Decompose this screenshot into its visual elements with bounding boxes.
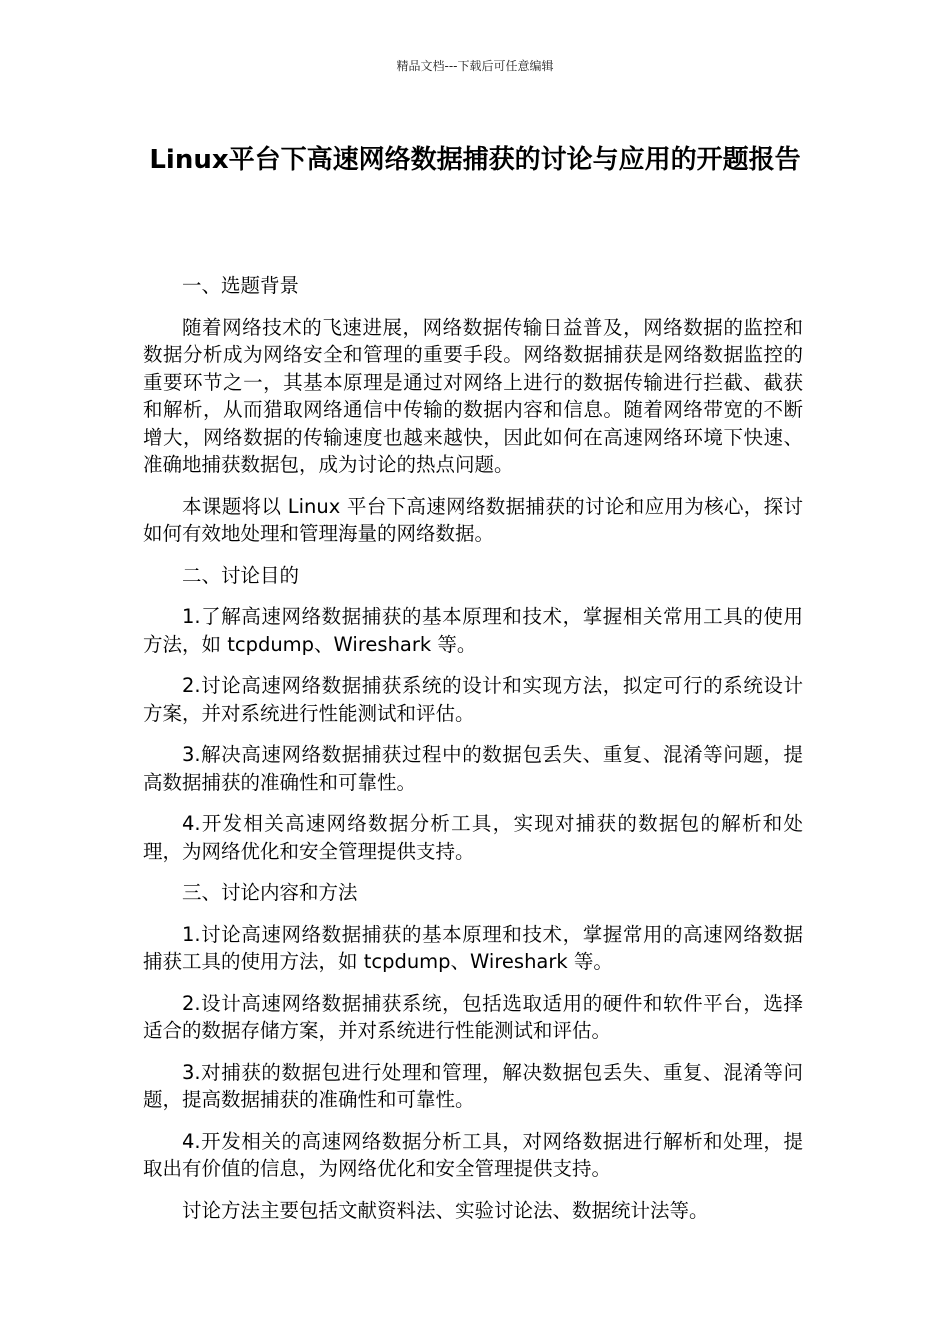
purpose-item-1: 1.了解高速网络数据捕获的基本原理和技术，掌握相关常用工具的使用方法，如 tcpdump、Wireshark 等。 [143, 605, 803, 656]
document-body [143, 272, 803, 1238]
section-heading-background: 一、选题背景 [182, 274, 300, 297]
section-heading-purpose: 二、讨论目的 [182, 563, 300, 587]
paragraph-methods: 讨论方法主要包括文献资料法、实验讨论法、数据统计法等。 [182, 1198, 709, 1222]
purpose-item-4: 4.开发相关高速网络数据分析工具，实现对捕获的数据包的解析和处理，为网络优化和安全管理提供支持。 [143, 812, 803, 863]
section-heading-content-method: 三、讨论内容和方法 [182, 881, 358, 904]
purpose-item-2: 2.讨论高速网络数据捕获系统的设计和实现方法，拟定可行的系统设计方案，并对系统进行性能测试和评估。 [143, 674, 803, 725]
purpose-item-3: 3.解决高速网络数据捕获过程中的数据包丢失、重复、混淆等问题，提高数据捕获的准确性和可靠性。 [143, 743, 803, 794]
content-item-1: 1.讨论高速网络数据捕获的基本原理和技术，掌握常用的高速网络数据捕获工具的使用方法，如 tcpdump、Wireshark 等。 [143, 922, 803, 973]
content-item-4: 4.开发相关的高速网络数据分析工具，对网络数据进行解析和处理，提取出有价值的信息，为网络优化和安全管理提供支持。 [143, 1129, 803, 1180]
paragraph-core-topic: 本课题将以 Linux 平台下高速网络数据捕获的讨论和应用为核心，探讨如何有效地处理和管理海量的网络数据。 [143, 494, 803, 545]
page-header-note: 精品文档---下载后可任意编辑 [396, 59, 554, 73]
content-item-3: 3.对捕获的数据包进行处理和管理，解决数据包丢失、重复、混淆等问题，提高数据捕获的准确性和可靠性。 [143, 1060, 803, 1111]
paragraph-background: 随着网络技术的飞速进展，网络数据传输日益普及，网络数据的监控和数据分析成为网络安全和管理的重要手段。网络数据捕获是网络数据监控的重要环节之一，其基本原理是通过对网络上进行的数据传输进行拦截、截获和解析，从而猎取网络通信中传输的数据内容和信息。随着网络带宽的不断增大，网络数据的传输速度也越来越快，因此如何在高速网络环境下快速、准确地捕获数据包，成为讨论的热点问题。 [143, 315, 803, 476]
document-title: Linux平台下高速网络数据捕获的讨论与应用的开题报告 [149, 145, 801, 175]
content-item-2: 2.设计高速网络数据捕获系统，包括选取适用的硬件和软件平台，选择适合的数据存储方案，并对系统进行性能测试和评估。 [143, 991, 803, 1042]
